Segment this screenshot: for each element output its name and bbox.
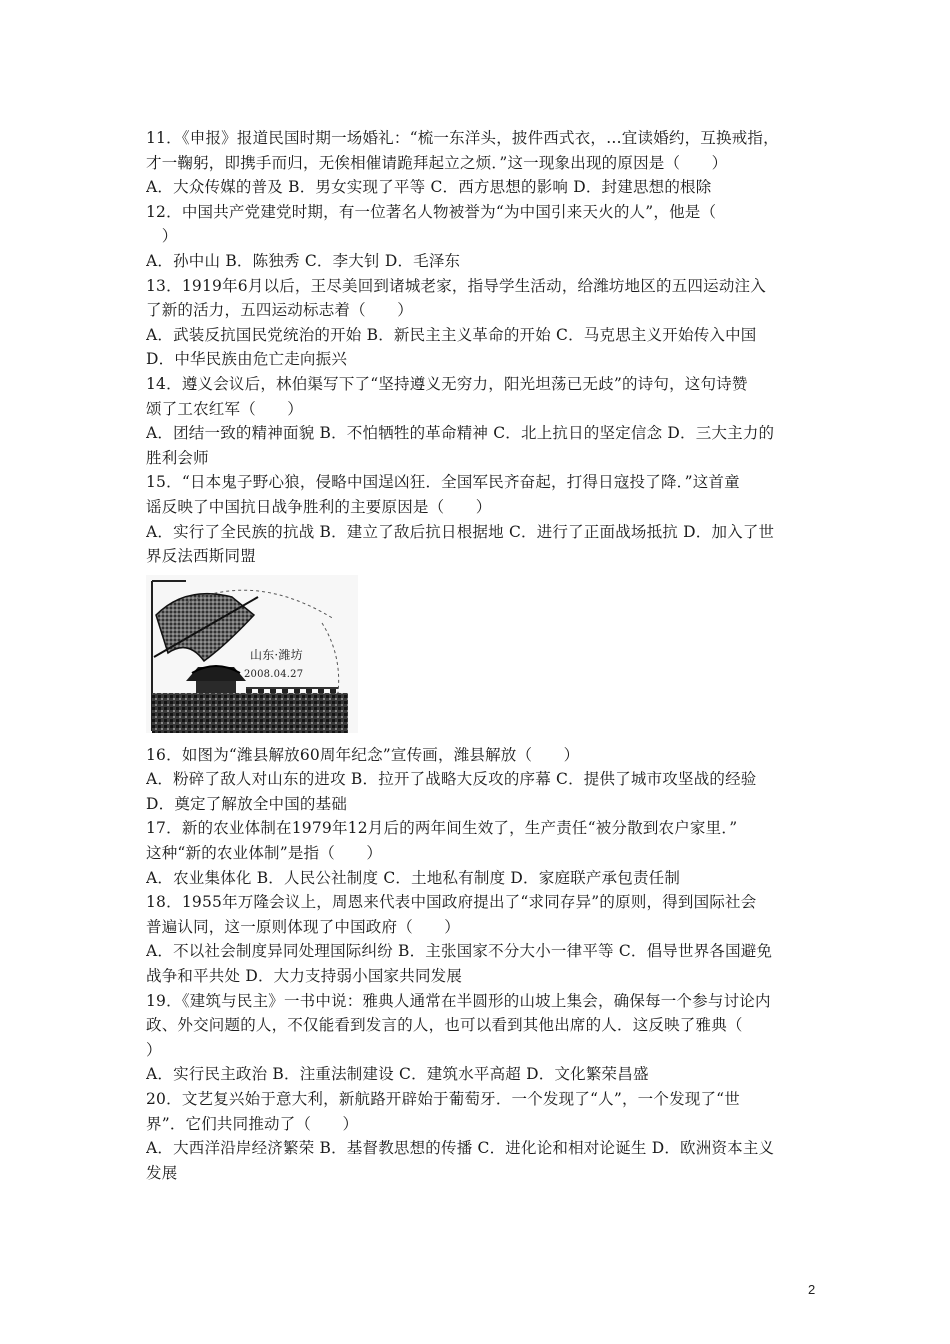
- answer-options: A．团结一致的精神面貌 B．不怕牺牲的革命精神 C．北上抗日的坚定信念 D．三大主力的: [146, 424, 775, 443]
- question-19: [146, 989, 810, 1087]
- question-14: [146, 372, 810, 470]
- question-line: 普遍认同，这一原则体现了中国政府（ ）: [146, 917, 461, 936]
- answer-options: A．大西洋沿岸经济繁荣 B．基督教思想的传播 C．进化论和相对论诞生 D．欧洲资本主义: [146, 1139, 775, 1158]
- answer-options: 发展: [146, 1163, 178, 1182]
- question-line: 11．《申报》报道民国时期一场婚礼：“梳一东洋头，披件西式衣，…宜读婚约，互换戒指，: [146, 129, 779, 147]
- question-line: 12．中国共产党建党时期，有一位著名人物被誉为“为中国引来天火的人”，他是（: [146, 202, 717, 221]
- answer-options: 胜利会师: [146, 448, 209, 467]
- question-17: [146, 816, 810, 890]
- answer-options: A．实行了全民族的抗战 B．建立了敌后抗日根据地 C．进行了正面战场抵抗 D．加入了世: [146, 522, 775, 541]
- answer-options: A．孙中山 B．陈独秀 C．李大钊 D．毛泽东: [146, 251, 461, 270]
- answer-options: D．奠定了解放全中国的基础: [146, 794, 348, 813]
- answer-options: A．武装反抗国民党统治的开始 B．新民主主义革命的开始 C．马克思主义开始传入中国: [146, 325, 757, 344]
- question-line: 政、外交问题的人，不仅能看到发言的人，也可以看到其他出席的人．这反映了雅典（: [146, 1016, 743, 1035]
- question-line: 15．“日本鬼子野心狼，侵略中国逞凶狂．全国军民齐奋起，打得日寇投了降．”这首童: [146, 473, 740, 492]
- question-line: 界”．它们共同推动了（ ）: [146, 1114, 359, 1133]
- question-line: 16．如图为“潍县解放60周年纪念”宣传画，潍县解放（ ）: [146, 745, 580, 764]
- answer-options: A．农业集体化 B．人民公社制度 C．土地私有制度 D．家庭联产承包责任制: [146, 868, 681, 887]
- stamp-date-text: 2008.04.27: [244, 668, 304, 680]
- question-18: [146, 890, 810, 988]
- stamp-place-text: 山东·潍坊: [250, 647, 303, 662]
- question-line: 18．1955年万隆会议上，周恩来代表中国政府提出了“求同存异”的原则，得到国际社会: [146, 893, 757, 912]
- answer-options: D．中华民族由危亡走向振兴: [146, 350, 348, 369]
- question-list: [146, 126, 810, 1185]
- question-line: ）: [146, 1040, 162, 1059]
- question-line: 20．文艺复兴始于意大利，新航路开辟始于葡萄牙．一个发现了“人”，一个发现了“世: [146, 1090, 740, 1108]
- question-line: 17．新的农业体制在1979年12月后的两年间生效了，生产责任“被分散到农户家里．”: [146, 819, 738, 838]
- answer-options: A．实行民主政治 B．注重法制建设 C．建筑水平高超 D．文化繁荣昌盛: [146, 1065, 649, 1084]
- answer-options: 界反法西斯同盟: [146, 547, 256, 566]
- question-line: 了新的活力，五四运动标志着（ ）: [146, 301, 413, 320]
- question-line: 13．1919年6月以后，王尽美回到诸城老家，指导学生活动，给潍坊地区的五四运动注入: [146, 276, 766, 295]
- question-line: 才一鞠躬，即携手而归，无俟相催请跪拜起立之烦．”这一现象出现的原因是（ ）: [146, 153, 728, 172]
- question-20: [146, 1087, 810, 1185]
- commemorative-stamp-image: [146, 575, 358, 733]
- question-line: 19．《建筑与民主》一书中说：雅典人通常在半圆形的山坡上集会，确保每一个参与讨论内: [146, 991, 771, 1010]
- stamp-illustration: [146, 575, 358, 733]
- question-line: ）: [146, 227, 178, 246]
- answer-options: A．大众传媒的普及 B．男女实现了平等 C．西方思想的影响 D．封建思想的根除: [146, 178, 712, 197]
- question-13: [146, 274, 810, 372]
- question-16: [146, 743, 810, 817]
- page-number: 2: [808, 1282, 816, 1297]
- question-line: 谣反映了中国抗日战争胜利的主要原因是（ ）: [146, 497, 492, 516]
- question-11: [146, 126, 810, 200]
- answer-options: A．不以社会制度异同处理国际纠纷 B．主张国家不分大小一律平等 C．倡导世界各国避免: [146, 942, 773, 961]
- question-12: [146, 200, 810, 274]
- question-line: 这种“新的农业体制”是指（ ）: [146, 844, 383, 863]
- question-15: [146, 470, 810, 568]
- answer-options: 战争和平共处 D．大力支持弱小国家共同发展: [146, 967, 463, 986]
- question-line: 14．遵义会议后，林伯渠写下了“坚持遵义无穷力，阳光坦荡已无歧”的诗句，这句诗赞: [146, 374, 748, 393]
- answer-options: A．粉碎了敌人对山东的进攻 B．拉开了战略大反攻的序幕 C．提供了城市攻坚战的经验: [146, 770, 757, 789]
- question-line: 颂了工农红军（ ）: [146, 399, 304, 418]
